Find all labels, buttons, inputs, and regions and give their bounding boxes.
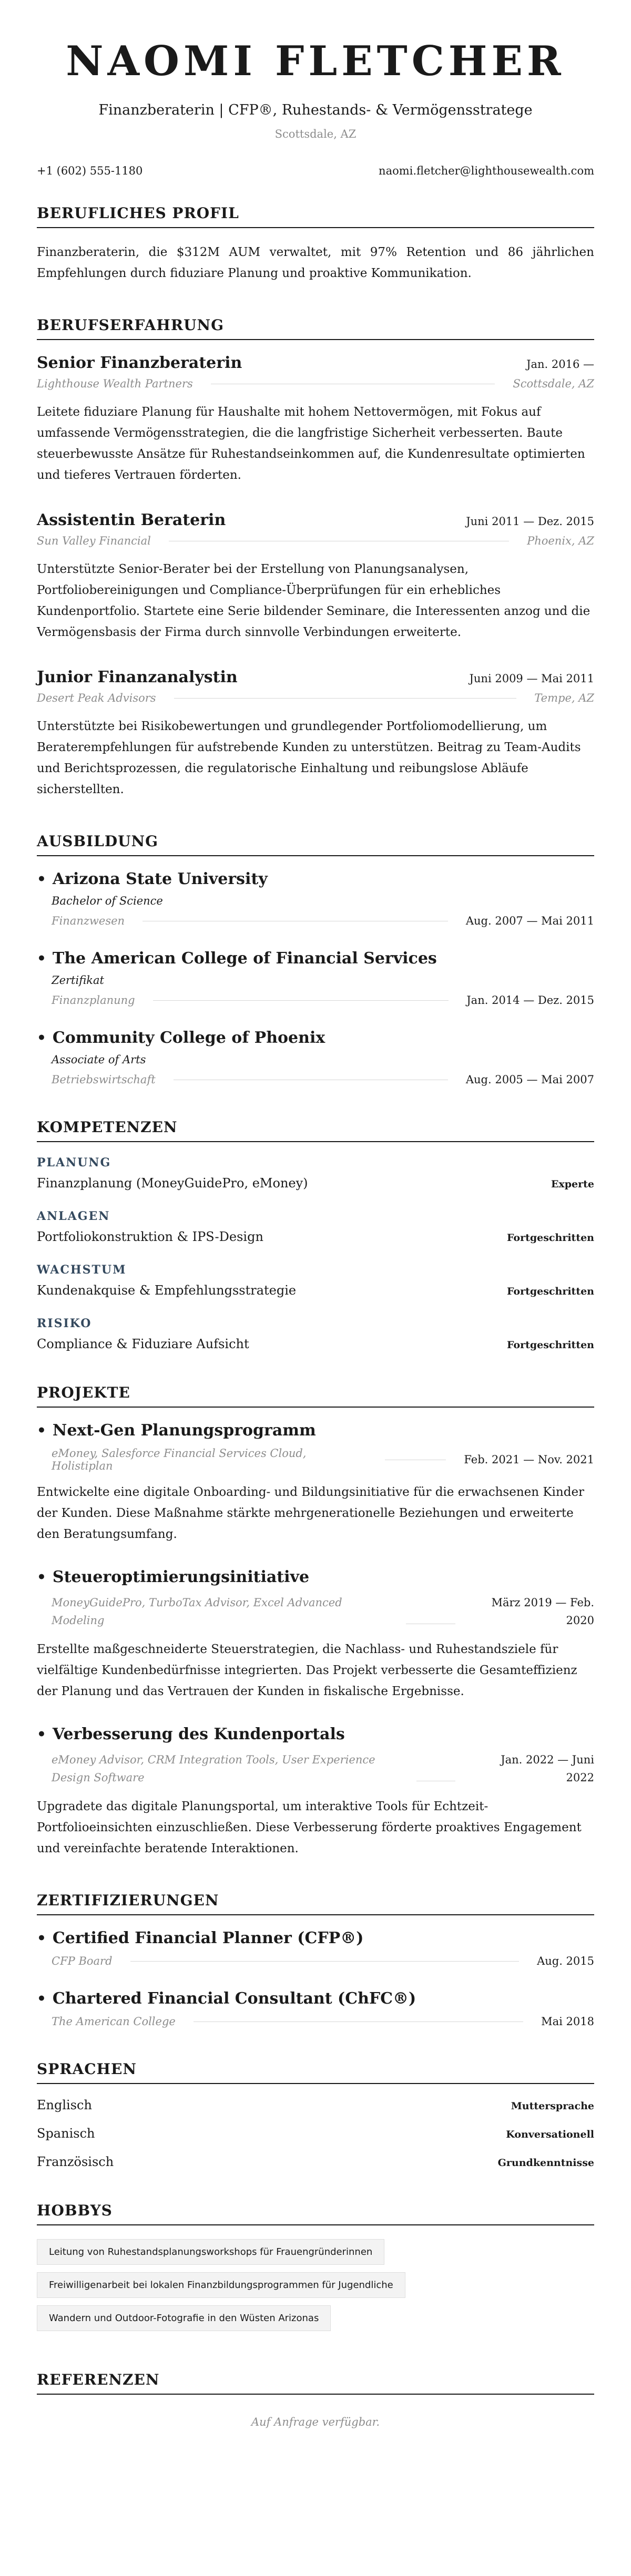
- skill-group: [37, 1263, 594, 1298]
- job-company: Lighthouse Wealth Partners: [37, 377, 193, 390]
- certification-name: Certified Financial Planner (CFP®): [52, 1929, 364, 1947]
- resume-header: [37, 37, 594, 177]
- hobby-tag: Leitung von Ruhestandsplanungsworkshops für Frauengründerinnen: [37, 2239, 384, 2265]
- education-entry: [37, 870, 594, 927]
- job-location: Scottsdale, AZ: [513, 377, 594, 390]
- skill-name: Compliance & Fiduziare Aufsicht: [37, 1337, 249, 1351]
- job-date: Juni 2011 — Dez. 2015: [466, 515, 594, 528]
- bullet-icon: •: [37, 1990, 46, 2007]
- education-entry: [37, 949, 594, 1007]
- skill-name: Finanzplanung (MoneyGuidePro, eMoney): [37, 1176, 308, 1190]
- education-date: Aug. 2005 — Mai 2007: [465, 1073, 594, 1086]
- certification-issuer: CFP Board: [52, 1955, 113, 1967]
- certification-name: Chartered Financial Consultant (ChFC®): [52, 1989, 416, 2008]
- education-date: Jan. 2014 — Dez. 2015: [466, 994, 594, 1007]
- project-tools: MoneyGuidePro, TurboTax Advisor, Excel Advanced Modeling: [52, 1596, 342, 1627]
- school-name: Community College of Phoenix: [52, 1029, 325, 1047]
- divider-line: [130, 1961, 520, 1962]
- project-tools: eMoney Advisor, CRM Integration Tools, User Experience Design Software: [52, 1753, 375, 1784]
- bullet-icon: •: [37, 1422, 46, 1439]
- skill-level: Fortgeschritten: [506, 1339, 594, 1351]
- job-location: Tempe, AZ: [534, 692, 594, 704]
- skill-level: Experte: [551, 1178, 594, 1190]
- hobby-tag: Freiwilligenarbeit bei lokalen Finanzbildungsprogrammen für Jugendliche: [37, 2272, 405, 2298]
- job-title: Senior Finanzberaterin: [37, 354, 242, 372]
- degree: Zertifikat: [52, 974, 104, 987]
- divider-line: [416, 1780, 455, 1781]
- divider-line: [174, 1079, 448, 1080]
- language-entry: [37, 2126, 594, 2141]
- email-address[interactable]: naomi.fletcher@lighthousewealth.com: [379, 165, 594, 177]
- bullet-icon: •: [37, 1726, 46, 1743]
- skill-category: PLANUNG: [37, 1156, 111, 1169]
- project-date: Feb. 2021 — Nov. 2021: [464, 1453, 594, 1466]
- candidate-name: NAOMI FLETCHER: [66, 37, 565, 85]
- skill-name: Kundenakquise & Empfehlungsstrategie: [37, 1283, 297, 1298]
- project-date: März 2019 — Feb. 2020: [491, 1596, 594, 1627]
- bullet-icon: •: [37, 1029, 46, 1046]
- school-name: Arizona State University: [52, 870, 268, 888]
- language-level: Konversationell: [506, 2129, 594, 2140]
- degree: Bachelor of Science: [52, 895, 163, 907]
- project-name: Steueroptimierungsinitiative: [52, 1568, 310, 1586]
- divider-line: [406, 1623, 455, 1624]
- language-entry: [37, 2154, 594, 2169]
- job-date: Juni 2009 — Mai 2011: [469, 672, 594, 685]
- certification-issuer: The American College: [52, 2015, 176, 2028]
- project-tools: eMoney, Salesforce Financial Services Cloud, Holistiplan: [52, 1447, 307, 1472]
- education-section: [37, 833, 594, 1086]
- job-description: Unterstützte Senior-Berater bei der Erstellung von Planungsanalysen, Portfoliobereinigungen und Compliance-Überprüfungen für ein erhebliches Kundenportfolio. Startete eine Serie bildender Seminare, die Interessenten anzog und die Vermögensbasis der Firma durch sinnvolle Verbindungen erweiterte.: [37, 562, 591, 639]
- skills-section: [37, 1118, 594, 1351]
- job-company: Desert Peak Advisors: [37, 692, 156, 704]
- job-description: Unterstützte bei Risikobewertungen und grundlegender Portfoliomodellierung, um Beraterempfehlungen für aufstrebende Kunden zu unterstützen. Beitrag zu Team-Audits und Berichtsprozessen, die regulatorische Einhaltung und reibungslose Abläufe sicherstellten.: [37, 720, 581, 796]
- certifications-section: [37, 1892, 594, 2028]
- candidate-location: Scottsdale, AZ: [274, 128, 357, 140]
- references-text: Auf Anfrage verfügbar.: [251, 2416, 380, 2428]
- divider-line: [153, 1000, 449, 1001]
- resume-page: [37, 0, 594, 2428]
- project-description: Erstellte maßgeschneiderte Steuerstrategien, die Nachlass- und Ruhestandsziele für vielfältige Kundenbedürfnisse integrierten. Das Projekt verbesserte die Gesamteffizienz der Planung und das Vertrauen der Kunden in fiskalische Ergebnisse.: [37, 1643, 577, 1698]
- skill-group: [37, 1317, 594, 1351]
- section-title: REFERENZEN: [37, 2371, 594, 2395]
- project-entry: [37, 1421, 594, 1545]
- job-location: Phoenix, AZ: [527, 535, 594, 547]
- language-name: Spanisch: [37, 2126, 95, 2141]
- job-description: Leitete fiduziare Planung für Haushalte mit hohem Nettovermögen, mit Fokus auf umfassende Vermögensstrategien, die die langfristige Sicherheit verbesserten. Baute steuerbewusste Ansätze für Ruhestandseinkommen auf, die Kundenresultate optimierten und tieferes Vertrauen förderten.: [37, 405, 585, 482]
- projects-section: [37, 1384, 594, 1859]
- section-title: BERUFLICHES PROFIL: [37, 204, 594, 228]
- phone-number: +1 (602) 555-1180: [37, 165, 143, 177]
- language-entry: [37, 2098, 594, 2112]
- skill-level: Fortgeschritten: [506, 1286, 594, 1297]
- project-entry: [37, 1568, 594, 1702]
- field-of-study: Betriebswirtschaft: [52, 1073, 156, 1086]
- languages-section: [37, 2060, 594, 2169]
- divider-line: [143, 920, 448, 921]
- bullet-icon: •: [37, 950, 46, 967]
- bullet-icon: •: [37, 870, 46, 888]
- references-section: [37, 2371, 594, 2428]
- language-level: Grundkenntnisse: [497, 2157, 594, 2169]
- education-entry: [37, 1029, 594, 1086]
- field-of-study: Finanzwesen: [52, 915, 125, 927]
- skill-category: ANLAGEN: [37, 1209, 110, 1223]
- degree: Associate of Arts: [52, 1053, 146, 1066]
- section-title: PROJEKTE: [37, 1384, 594, 1408]
- candidate-subtitle: Finanzberaterin | CFP®, Ruhestands- & Vermögensstratege: [98, 102, 533, 118]
- job-title: Junior Finanzanalystin: [37, 668, 238, 686]
- skill-group: [37, 1209, 594, 1244]
- section-title: HOBBYS: [37, 2202, 594, 2225]
- project-date: Jan. 2022 — Juni 2022: [501, 1753, 594, 1784]
- bullet-icon: •: [37, 1930, 46, 1947]
- certification-entry: [37, 1989, 594, 2028]
- project-entry: [37, 1725, 594, 1859]
- section-title: ZERTIFIZIERUNGEN: [37, 1892, 594, 1915]
- divider-line: [169, 540, 509, 541]
- hobby-tag: Wandern und Outdoor-Fotografie in den Wüsten Arizonas: [37, 2305, 331, 2331]
- skill-group: [37, 1156, 594, 1190]
- skill-name: Portfoliokonstruktion & IPS-Design: [37, 1229, 263, 1244]
- divider-line: [385, 1459, 446, 1460]
- profile-text: Finanzberaterin, die $312M AUM verwaltet, mit 97% Retention und 86 jährlichen Empfehlungen durch fiduziare Planung und proaktive Kommunikation.: [37, 245, 594, 280]
- job-entry: [37, 354, 594, 486]
- hobbies-section: [37, 2202, 594, 2338]
- field-of-study: Finanzplanung: [52, 994, 135, 1007]
- language-name: Französisch: [37, 2154, 114, 2169]
- skill-category: RISIKO: [37, 1317, 92, 1330]
- section-title: SPRACHEN: [37, 2060, 594, 2084]
- education-date: Aug. 2007 — Mai 2011: [465, 915, 594, 927]
- job-date: Jan. 2016 —: [526, 358, 594, 371]
- section-title: BERUFSERFAHRUNG: [37, 316, 594, 340]
- divider-line: [174, 697, 517, 699]
- certification-date: Mai 2018: [541, 2015, 594, 2028]
- section-title: KOMPETENZEN: [37, 1118, 594, 1142]
- language-name: Englisch: [37, 2098, 92, 2112]
- certification-entry: [37, 1929, 594, 1967]
- section-title: AUSBILDUNG: [37, 833, 594, 856]
- language-level: Muttersprache: [511, 2100, 594, 2112]
- job-company: Sun Valley Financial: [37, 535, 151, 547]
- job-entry: [37, 511, 594, 643]
- project-description: Entwickelte eine digitale Onboarding- und Bildungsinitiative für die erwachsenen Kinder der Kunden. Diese Maßnahme stärkte mehrgenerationelle Beziehungen und erweiterte den Beratungsumfang.: [37, 1485, 585, 1541]
- divider-line: [194, 2021, 523, 2022]
- project-description: Upgradete das digitale Planungsportal, um interaktive Tools für Echtzeit-Portfolioeinsichten einzuschließen. Diese Verbesserung förderte proaktives Engagement und vereinfachte beratende Interaktionen.: [37, 1800, 582, 1855]
- project-name: Verbesserung des Kundenportals: [52, 1725, 345, 1743]
- experience-section: [37, 316, 594, 800]
- job-entry: [37, 668, 594, 800]
- job-title: Assistentin Beraterin: [37, 511, 226, 529]
- school-name: The American College of Financial Services: [52, 949, 437, 968]
- project-name: Next-Gen Planungsprogramm: [52, 1421, 316, 1440]
- certification-date: Aug. 2015: [537, 1955, 594, 1967]
- profile-section: [37, 204, 594, 284]
- bullet-icon: •: [37, 1568, 46, 1586]
- skill-category: WACHSTUM: [37, 1263, 127, 1277]
- contact-row: [37, 165, 594, 177]
- divider-line: [211, 383, 495, 384]
- skill-level: Fortgeschritten: [506, 1232, 594, 1244]
